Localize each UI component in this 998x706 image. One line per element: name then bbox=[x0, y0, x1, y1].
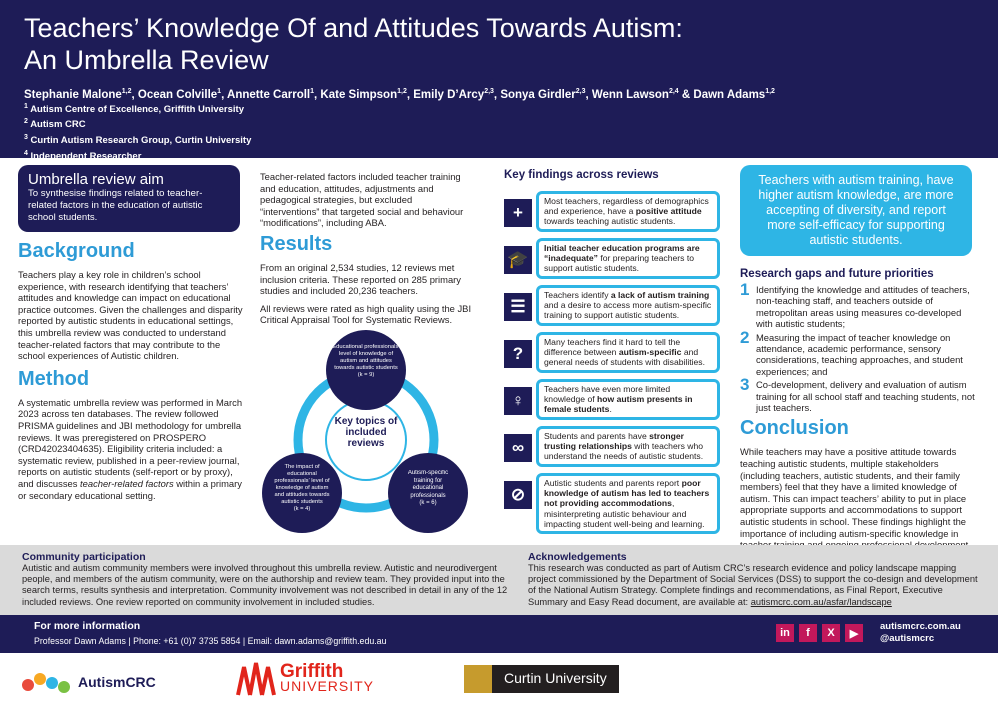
author-name: Dawn Adams$^{1,2}$ bbox=[693, 88, 775, 101]
author-name: Stephanie Malone$^{1,2}$ bbox=[24, 88, 132, 101]
key-finding-text: Initial teacher education programs are “inadequate” for preparing teachers to support autistic students. bbox=[536, 238, 720, 279]
conclusion-text: While teachers may have a positive attitude towards teaching autistic students, multiple stakeholders (including teachers, autistic students, and their family members) feel that they have a limited knowledge of autism. This can impact teachers’ ability to put in place appropriate supports and accommodations to support autistic students in school. These findings highlight the importance of including autism-specific knowledge in bbox=[740, 446, 967, 539]
community-band bbox=[0, 545, 998, 615]
aim-heading: Umbrella review aim bbox=[28, 171, 164, 188]
results-text-1: From an original 2,534 studies, 12 reviews met inclusion criteria. These reported on 285 primary studies and included 20,236 teachers. bbox=[260, 261, 461, 297]
author-name: Kate Simpson$^{1,2}$ bbox=[320, 88, 407, 101]
gap-item: 2 Measuring the impact of teacher knowledge on attendance, academic performance, sensory considerations, teaching approaches, and student experiences; and bbox=[740, 327, 963, 377]
more-info-heading: For more information bbox=[34, 620, 141, 632]
books-icon: ☰ bbox=[504, 293, 532, 321]
topic-right-wrap bbox=[398, 470, 458, 520]
column-3 bbox=[504, 165, 724, 538]
background-text: Teachers play a key role in children’s school experience, with research identifying that teachers’ attitudes and knowledge can impact on educational practice outcomes. Given the challenges and disparity reported by autistic students in educational settings, this umbrella review was conducted to understand teacher-related factors that may contribute to the school experiences of Autistic children. bbox=[18, 269, 243, 362]
key-findings-heading: Key findings across reviews bbox=[504, 169, 659, 181]
social-icons bbox=[776, 624, 868, 642]
key-finding-text: Teachers have even more limited knowledge of how autism presents in female students. bbox=[536, 379, 720, 420]
key-finding-item bbox=[504, 238, 724, 278]
griffith-logo: Griffith UNIVERSITY bbox=[236, 661, 374, 697]
poster-title: Teachers’ Knowledge Of and Attitudes Towards Autism: An Umbrella Review bbox=[24, 13, 683, 75]
female-icon: ♀ bbox=[504, 387, 532, 415]
autismcrc-hands-icon bbox=[18, 667, 74, 697]
topic-left-label: The impact of educational professionals’ level of knowledge of autism and attitudes towards autistic students (k = 4) bbox=[274, 463, 330, 512]
key-finding-text: Students and parents have stronger trusting relationships with teachers who understand the needs of autistic students. bbox=[536, 426, 720, 467]
center-label-wrap bbox=[332, 416, 400, 466]
aim-text: To synthesise findings related to teacher-related factors in the education of autistic school students. bbox=[28, 188, 203, 223]
curtin-logo: Curtin University bbox=[464, 665, 619, 693]
gap-item: 3 Co-development, delivery and evaluation of autism training for all school staff and teaching students, not just teachers. bbox=[740, 375, 975, 414]
key-finding-text: Many teachers find it hard to tell the difference between autism-specific and general needs of students with disabilities. bbox=[536, 332, 720, 373]
more-info-band bbox=[0, 615, 998, 653]
affiliation: $^1$ Autism Centre of Excellence, Griffith University bbox=[24, 102, 244, 115]
link-icon: ∞ bbox=[504, 434, 532, 462]
topic-top-wrap bbox=[332, 344, 400, 404]
x-icon[interactable]: X bbox=[822, 624, 840, 642]
author-name: Wenn Lawson$^{2,4}$ bbox=[591, 88, 679, 101]
key-finding-item bbox=[504, 191, 724, 231]
community-section bbox=[22, 551, 512, 608]
topic-right-label: Autism-specific training for educational professionals (k = 6) bbox=[407, 469, 449, 506]
landscape-link[interactable]: autismcrc.com.au/asfar/landscape bbox=[750, 596, 892, 607]
community-text: Autistic and autism community members were involved throughout this umbrella review. Autistic and neurodivergent people, and members of the autism community, were on the authorship and review team. They provided input into the search terms, results synthesis and interpretation. Community involvement was not described in detail in any of the 12 included reviews. One review reported on community involvement in included studies. bbox=[22, 563, 508, 607]
autismcrc-logo: AutismCRC bbox=[18, 667, 156, 697]
gap-number: 1 bbox=[740, 280, 750, 299]
column-2 bbox=[260, 165, 472, 545]
community-heading: Community participation bbox=[22, 551, 146, 563]
graduation-cap-icon: 🎓 bbox=[504, 246, 532, 274]
affiliation: $^2$ Autism CRC bbox=[24, 118, 86, 131]
ack-heading: Acknowledgements bbox=[528, 551, 627, 563]
key-finding-text: Teachers identify a lack of autism training and a desire to access more autism-specific training to support autistic students. bbox=[536, 285, 720, 326]
background-heading: Background bbox=[18, 240, 135, 262]
facebook-icon[interactable]: f bbox=[799, 624, 817, 642]
author-name: Emily D’Arcy$^{2,3}$ bbox=[413, 88, 494, 101]
logo-footer bbox=[0, 653, 998, 706]
key-finding-item bbox=[504, 473, 724, 531]
site-url[interactable]: autismcrc.com.au bbox=[880, 621, 961, 632]
key-topics-diagram bbox=[260, 330, 472, 540]
method-heading: Method bbox=[18, 367, 90, 390]
gaps-list bbox=[740, 280, 980, 414]
key-finding-text: Autistic students and parents report poor knowledge of autism has led to teachers not providing accommodations, misinterpreting autistic behaviour and impacting student well-being and learning. bbox=[536, 473, 720, 534]
key-finding-item bbox=[504, 379, 724, 419]
contact-line: Professor Dawn Adams | Phone: +61 (0)7 3735 5854 | Email: dawn.adams@griffith.edu.au bbox=[34, 636, 387, 646]
key-finding-item bbox=[504, 332, 724, 372]
gaps-heading: Research gaps and future priorities bbox=[740, 268, 934, 280]
highlight-box: Teachers with autism training, have higher autism knowledge, are more accepting of diversity, and report more self-efficacy for supporting autistic students. bbox=[740, 165, 972, 256]
social-handle: @autismcrc bbox=[880, 633, 935, 644]
affiliation: $^4$ Independent Researcher bbox=[24, 149, 142, 162]
poster-header bbox=[0, 0, 998, 162]
key-finding-item bbox=[504, 426, 724, 466]
author-list: Stephanie Malone$^{1,2}$, Ocean Colville$^1$, Annette Carroll$^1$, Kate Simpson$^{1,2}$, Emily D’Arcy$^{2,3}$, Sonya Girdler$^{2,3}$, Wenn Lawson$^{2,4}$ & Dawn Adams$^{1,2}$ bbox=[24, 88, 775, 101]
affiliation-list bbox=[24, 101, 974, 164]
conclusion-heading: Conclusion bbox=[740, 417, 849, 440]
griffith-emblem-icon bbox=[236, 661, 276, 697]
youtube-icon[interactable]: ▶ bbox=[845, 624, 863, 642]
plus-icon: + bbox=[504, 199, 532, 227]
author-name: Sonya Girdler$^{2,3}$ bbox=[500, 88, 586, 101]
affiliation: $^3$ Curtin Autism Research Group, Curtin University bbox=[24, 134, 252, 147]
results-text-2: All reviews were rated as high quality using the JBI Critical Appraisal Tool for Systematic Reviews. bbox=[260, 302, 472, 326]
topic-left-wrap bbox=[270, 464, 334, 528]
key-findings-list bbox=[504, 191, 724, 531]
people-question-icon: ? bbox=[504, 340, 532, 368]
key-finding-text: Most teachers, regardless of demographics and experience, have a positive attitude towards teaching autistic students. bbox=[536, 191, 720, 232]
gap-number: 3 bbox=[740, 375, 750, 395]
factors-text: Teacher-related factors included teacher training and education, attitudes, adjustments and pedagogical strategies, but excluded “interventions” that targeted social and behaviour “modifications”, including ABA. bbox=[260, 171, 464, 229]
ack-text: This research was conducted as part of Autism CRC’s research evidence and policy landscape mapping project commissioned by the Department of Social Services (DSS) to support the co-design and development of the National Autism Strategy. Complete findings and recommendations, as Final Report, Executive Summary and Easy Read document, are available at: autismcrc.com.au/asfar/landscape bbox=[528, 563, 978, 607]
no-entry-icon: ⊘ bbox=[504, 481, 532, 509]
gap-item: 1 Identifying the knowledge and attitudes of teachers, non-teaching staff, and teachers outside of metropolitan areas using measures co-developed with autistic students; bbox=[740, 280, 970, 330]
author-name: Annette Carroll$^1$ bbox=[227, 88, 315, 101]
ack-section bbox=[528, 551, 978, 608]
gap-number: 2 bbox=[740, 327, 750, 347]
curtin-crest-icon bbox=[464, 665, 492, 693]
column-1 bbox=[18, 165, 244, 501]
topic-top-label: Educational professionals’ level of knowledge of autism and attitudes towards autistic students (k = 9) bbox=[332, 343, 400, 378]
method-text: A systematic umbrella review was performed in March 2023 across ten databases. The review followed PRISMA guidelines and JBI methodology for umbrella reviews. It was preregistered on PROSPERO (CRD42023404635). Eligibility criteria included: a systematic review, published in a peer-review journal, reports on autistic students (self-report or by proxy), and discusses teacher-related factors within a primary or secondary educational setting. bbox=[18, 396, 243, 501]
linkedin-icon[interactable]: in bbox=[776, 624, 794, 642]
results-heading: Results bbox=[260, 232, 333, 255]
author-name: Ocean Colville$^1$ bbox=[137, 88, 222, 101]
center-label: Key topics of included reviews bbox=[334, 415, 398, 449]
aim-box bbox=[18, 165, 240, 232]
site-info bbox=[880, 621, 961, 645]
column-4 bbox=[740, 165, 980, 551]
key-finding-item bbox=[504, 285, 724, 325]
